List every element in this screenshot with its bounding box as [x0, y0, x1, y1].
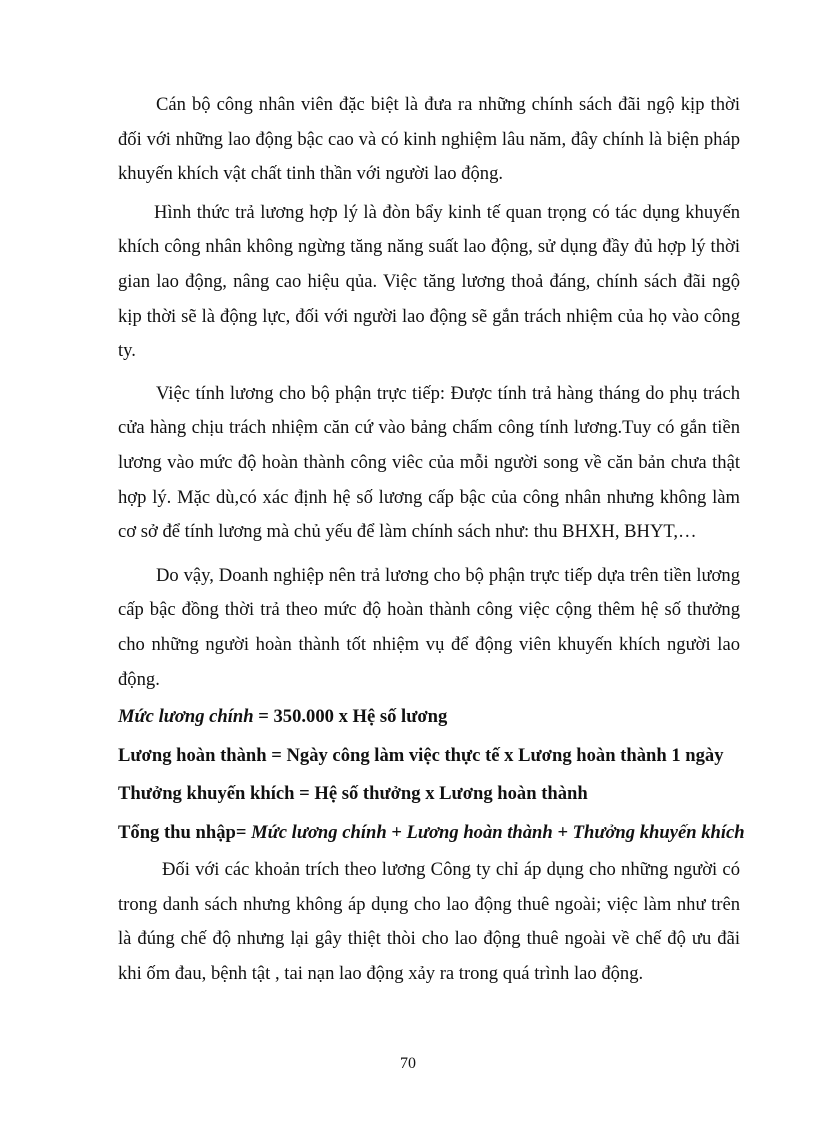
formula-total-income-expression: Mức lương chính + Lương hoàn thành + Thưởng khuyến khích	[251, 821, 745, 843]
formula-total-income	[118, 814, 745, 853]
document-page	[118, 88, 745, 991]
formula-base-salary-label: Mức lương chính	[118, 706, 254, 728]
formula-base-salary	[118, 698, 740, 737]
formula-incentive-bonus: Thưởng khuyến khích = Hệ số thưởng x Lương hoàn thành	[118, 783, 588, 805]
formula-base-salary-expression: = 350.000 x Hệ số lương	[253, 706, 448, 728]
paragraph-wage-form: Hình thức trả lương hợp lý là đòn bẩy kinh tế quan trọng có tác dụng khuyến khích công nhân không ngừng tăng năng suất lao động, sử dụng đầy đủ hợp lý thời gian lao động, nâng cao hiệu qủa. Việc tăng lương thoả đáng, chính sách đãi ngộ kịp thời sẽ là động lực, đối với người lao động sẽ gắn trách nhiệm của họ vào công ty.	[118, 201, 740, 362]
paragraph-deductions: Đối với các khoản trích theo lương Công ty chỉ áp dụng cho những người có trong danh sách nhưng không áp dụng cho lao động thuê ngoài; việc làm như trên là đúng chế độ nhưng lại gây thiệt thòi cho lao động thuê ngoài về chế độ ưu đãi khi ốm đau, bệnh tật , tai nạn lao động xảy ra trong quá trình lao động.	[118, 859, 740, 984]
paragraph-incentive-policy: Cán bộ công nhân viên đặc biệt là đưa ra những chính sách đãi ngộ kịp thời đối với những lao động bậc cao và có kinh nghiệm lâu năm, đây chính là biện pháp khuyến khích vật chất tinh thần với người lao động.	[118, 94, 740, 185]
formula-completion-salary: Lương hoàn thành = Ngày công làm việc thực tế x Lương hoàn thành 1 ngày	[118, 744, 724, 766]
formula-total-income-label: Tổng thu nhập=	[118, 821, 252, 843]
page-number: 70	[400, 1055, 416, 1072]
paragraph-recommendation: Do vậy, Doanh nghiệp nên trả lương cho bộ phận trực tiếp dựa trên tiền lương cấp bậc đồng thời trả theo mức độ hoàn thành công việc cộng thêm hệ số thưởng cho những người hoàn thành tốt nhiệm vụ để động viên khuyến khích người lao động.	[118, 564, 740, 690]
paragraph-direct-wage-calculation: Việc tính lương cho bộ phận trực tiếp: Được tính trả hàng tháng do phụ trách cửa hàng chịu trách nhiệm căn cứ vào bảng chấm công tính lương.Tuy có gắn tiền lương vào mức độ hoàn thành công viêc của mỗi người song về căn bản chưa thật hợp lý. Mặc dù,có xác định hệ số lương cấp bậc của công nhân nhưng không làm cơ sở để tính lương mà chủ yếu để làm chính sách như: thu BHXH, BHYT,…	[118, 382, 740, 543]
